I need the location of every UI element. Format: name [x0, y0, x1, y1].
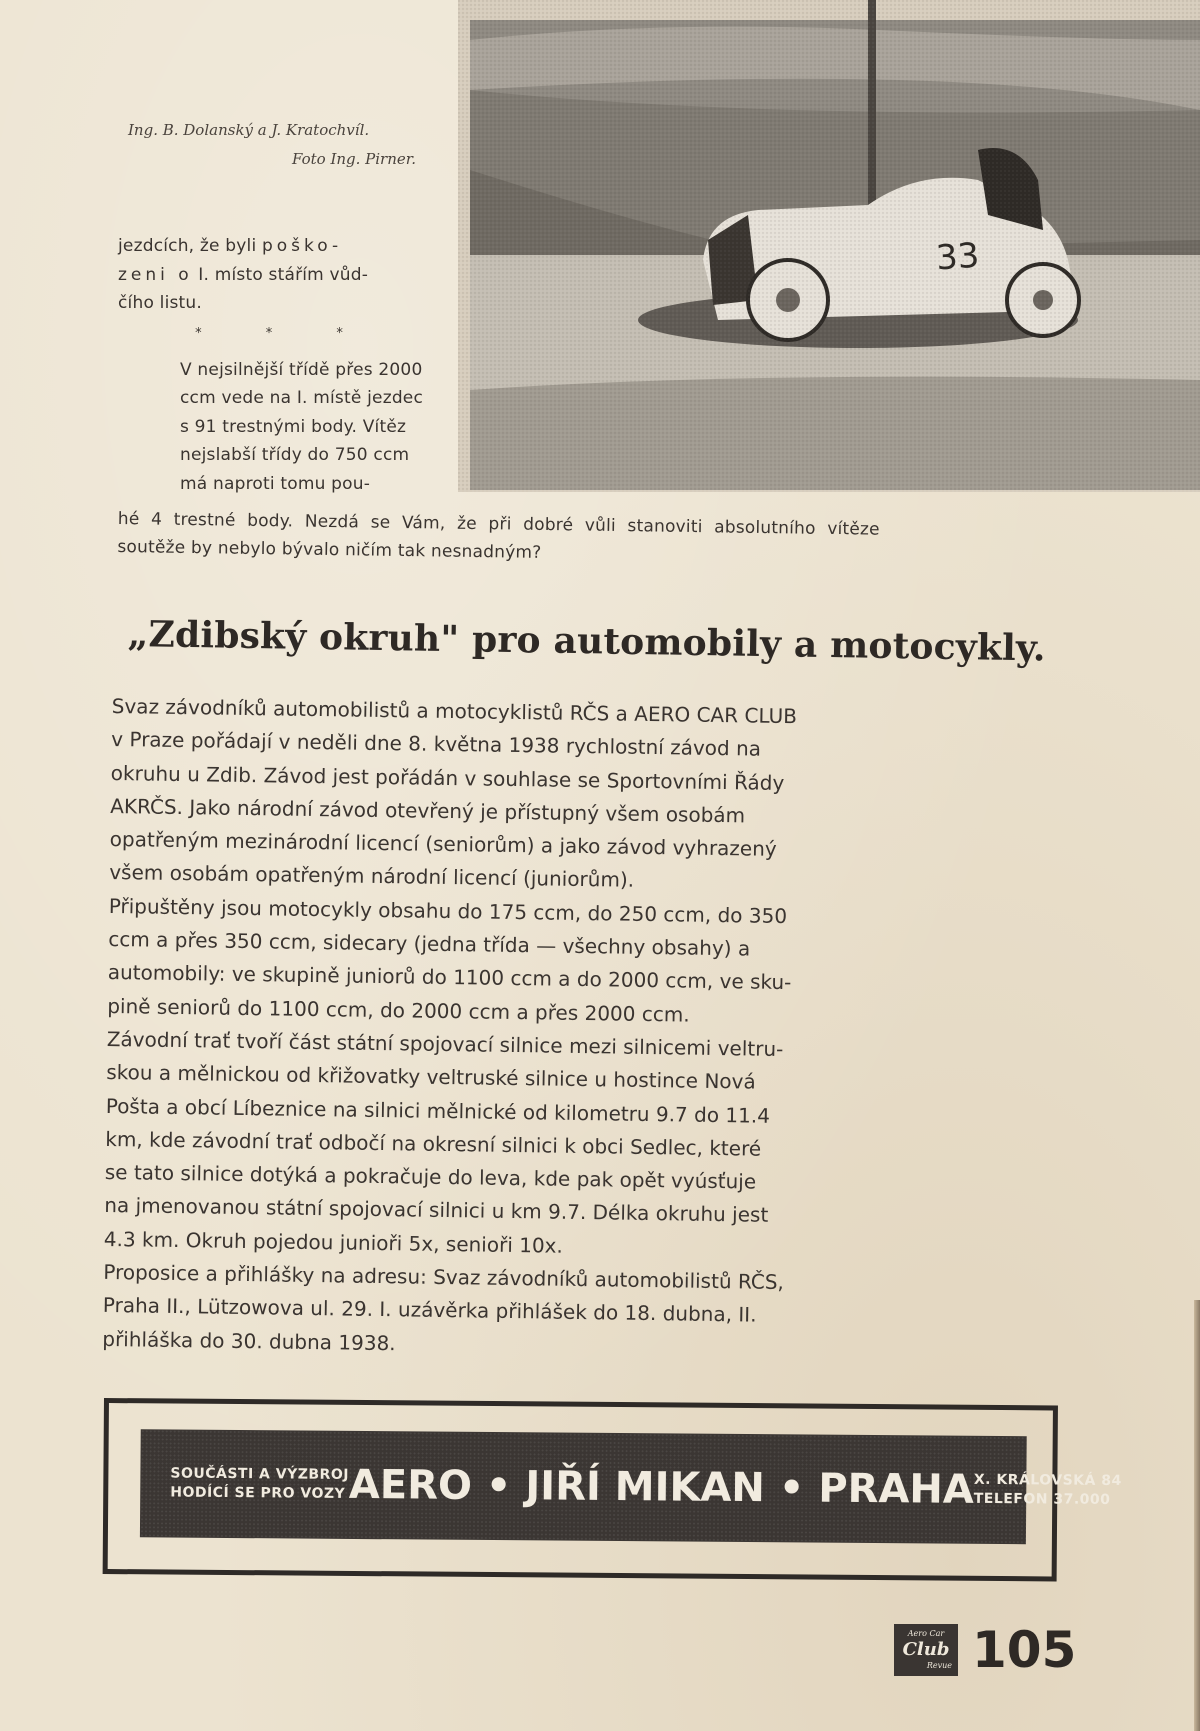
race-car-illustration — [458, 0, 1200, 492]
advertisement-banner — [140, 1429, 1122, 1544]
section-divider-stars: * * * — [195, 325, 373, 341]
article-paragraph: Připuštěny jsou motocykly obsahu do 175 ccm, do 250 ccm, do 350 ccm a přes 350 ccm, sidecary (jedna třída — všechny obsahy) a automobily: ve skupině juniorů do 1100 ccm a do 2000 ccm, ve sku- pině seniorů do 1100 ccm, do 2000 ccm a přes 2000 ccm. — [107, 893, 792, 1027]
article-headline: „Zdibský okruh" pro automobily a motocykly. — [127, 612, 1046, 670]
club-revue-logo: Aero Car Club Revue — [894, 1624, 958, 1676]
page-edge-shadow — [1194, 1300, 1200, 1731]
article-paragraph: Závodní trať tvoří část státní spojovací silnice mezi silnicemi veltru- skou a mělnickou od křižovatky veltruské silnice u hostince Nová Pošta a obcí Líbeznice na silnici mělnické od kilometru 9.7 do 11.4 km, kde závodní trať odbočí na okresní silnici k obci Sedlec, které se tato silnice dotýká a pokračuje do leva, kde pak opět vyúsťuje na jmenovanou státní spojovací silnici u km 9.7. Délka okruhu jest 4.3 km. Okruh pojedou junioři 5x, senioři 10x. — [103, 1026, 784, 1258]
column-text — [118, 232, 430, 498]
article-body — [102, 690, 1072, 1370]
page-footer — [894, 1622, 1076, 1678]
article-paragraph: Svaz závodníků automobilistů a motocyklistů RČS a AERO CAR CLUB v Praze pořádají v neděli dne 8. května 1938 rychlostní závod na okruhu u Zdib. Závod jest pořádán v souhlase se Sportovními Řády AKRČS. Jako národní závod otevřený je přístupný všem osobám opatřeným mezinárodní licencí (seniorům) a jako závod vyhrazený všem osobám opatřeným národní licencí (juniorům). — [109, 693, 798, 893]
ad-phone: TELEFON 37.000 — [973, 1490, 1111, 1508]
page-number: 105 — [972, 1621, 1077, 1679]
column-para-2: V nejsilnější třídě přes 2000 ccm vede na I. místě jezdec s 91 trestnými body. Vítěz nejslabší třídy do 750 ccm má naproti tomu pou- — [180, 359, 424, 494]
continuation-line-1: hé 4 trestné body. Nezdá se Vám, že při dobré vůli stanoviti absolutního vítěze — [117, 508, 880, 540]
column-continuation — [117, 505, 1078, 574]
ad-address: X. KRÁLOVSKÁ 84 — [973, 1471, 1122, 1489]
continuation-line-2: soutěže by nebylo bývalo ničím tak nesnadným? — [117, 536, 542, 563]
race-car-photo — [458, 0, 1200, 492]
advertisement-frame — [103, 1398, 1122, 1581]
race-number: 33 — [934, 235, 981, 279]
column-para-1: jezdcích, že byli poško- zeni o I. místo stářím vůd- čího listu. — [118, 236, 369, 313]
ad-brand: AERO • JIŘÍ MIKAN • PRAHA — [348, 1461, 974, 1513]
ad-contact — [974, 1471, 1144, 1510]
article-paragraph: Proposice a přihlášky na adresu: Svaz závodníků automobilistů RČS, Praha II., Lützowova ul. 29. I. uzávěrka přihlášek do 18. dubna, II. přihláška do 30. dubna 1938. — [102, 1259, 785, 1355]
photo-caption-authors: Ing. B. Dolanský a J. Kratochvíl. — [128, 121, 370, 139]
ad-tagline: SOUČÁSTI A VÝZBROJ HODÍCÍ SE PRO VOZY — [170, 1465, 350, 1502]
photo-caption-credit: Foto Ing. Pirner. — [292, 150, 417, 168]
